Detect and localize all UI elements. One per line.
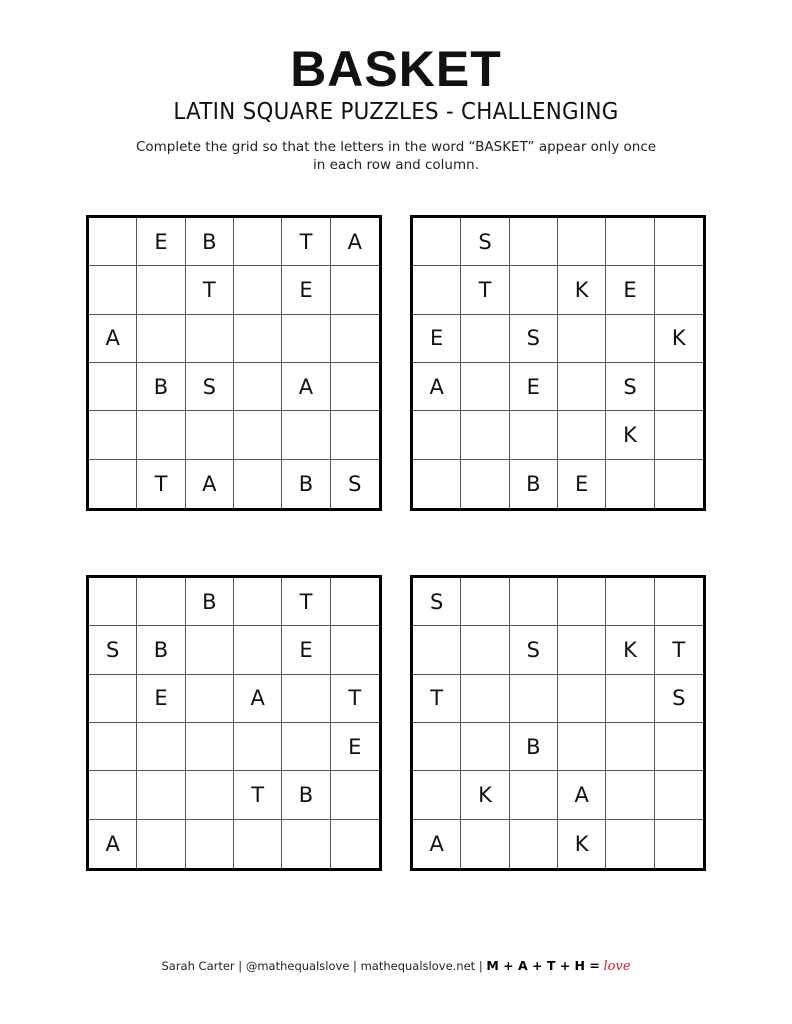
- puzzle-grid-1: [86, 215, 382, 511]
- empty-cell[interactable]: [89, 460, 137, 508]
- footer-brand: M + A + T + H =: [486, 958, 600, 973]
- empty-cell[interactable]: [137, 578, 185, 626]
- empty-cell[interactable]: [461, 675, 509, 723]
- given-cell: S: [510, 626, 558, 674]
- empty-cell[interactable]: [558, 411, 606, 459]
- empty-cell[interactable]: [655, 363, 703, 411]
- empty-cell[interactable]: [510, 578, 558, 626]
- empty-cell[interactable]: [606, 723, 654, 771]
- given-cell: K: [558, 820, 606, 868]
- given-cell: E: [137, 218, 185, 266]
- empty-cell[interactable]: [461, 460, 509, 508]
- empty-cell[interactable]: [510, 820, 558, 868]
- empty-cell[interactable]: [558, 723, 606, 771]
- puzzle-grid-2: [410, 215, 706, 511]
- empty-cell[interactable]: [606, 218, 654, 266]
- given-cell: B: [186, 218, 234, 266]
- empty-cell[interactable]: [558, 675, 606, 723]
- given-cell: A: [89, 315, 137, 363]
- given-cell: S: [186, 363, 234, 411]
- given-cell: E: [606, 266, 654, 314]
- empty-cell[interactable]: [655, 578, 703, 626]
- given-cell: B: [137, 626, 185, 674]
- empty-cell[interactable]: [137, 771, 185, 819]
- empty-cell[interactable]: [606, 771, 654, 819]
- empty-cell[interactable]: [606, 315, 654, 363]
- given-cell: S: [348, 471, 362, 496]
- empty-cell[interactable]: [655, 411, 703, 459]
- empty-cell[interactable]: [331, 578, 379, 626]
- empty-cell[interactable]: [655, 266, 703, 314]
- empty-cell[interactable]: [331, 363, 379, 411]
- empty-cell[interactable]: [413, 723, 461, 771]
- empty-cell[interactable]: [89, 218, 137, 266]
- instructions-line-1: Complete the grid so that the letters in the word “BASKET” appear only once: [135, 139, 657, 155]
- given-cell: S: [461, 218, 509, 266]
- empty-cell[interactable]: [186, 771, 234, 819]
- empty-cell[interactable]: [606, 460, 654, 508]
- given-cell: T: [234, 771, 282, 819]
- given-cell: A: [331, 218, 379, 266]
- empty-cell[interactable]: [413, 218, 461, 266]
- footer-separator: |: [234, 959, 246, 973]
- empty-cell[interactable]: [282, 820, 330, 868]
- given-cell: S: [606, 363, 654, 411]
- given-cell: B: [186, 578, 234, 626]
- given-cell: T: [137, 460, 185, 508]
- given-cell: E: [331, 723, 379, 771]
- given-cell: S: [510, 315, 558, 363]
- given-cell: K: [461, 771, 509, 819]
- footer-site: mathequalslove.net: [360, 959, 476, 973]
- empty-cell[interactable]: [655, 460, 703, 508]
- given-cell: S: [655, 675, 703, 723]
- empty-cell[interactable]: [89, 411, 137, 459]
- footer-separator: |: [475, 959, 487, 973]
- empty-cell[interactable]: [186, 626, 234, 674]
- empty-cell[interactable]: [89, 723, 137, 771]
- empty-cell[interactable]: [282, 723, 330, 771]
- empty-cell[interactable]: [655, 820, 703, 868]
- given-cell: T: [282, 578, 330, 626]
- empty-cell[interactable]: [655, 218, 703, 266]
- given-cell: K: [655, 315, 703, 363]
- empty-cell[interactable]: [461, 411, 509, 459]
- given-cell: S: [413, 578, 461, 626]
- given-cell: E: [558, 460, 606, 508]
- empty-cell[interactable]: [510, 675, 558, 723]
- empty-cell[interactable]: [606, 820, 654, 868]
- empty-cell[interactable]: [234, 218, 282, 266]
- empty-cell[interactable]: [461, 723, 509, 771]
- empty-cell[interactable]: [186, 820, 234, 868]
- given-cell: A: [558, 771, 606, 819]
- empty-cell[interactable]: [558, 578, 606, 626]
- empty-cell[interactable]: [331, 315, 379, 363]
- empty-cell[interactable]: [137, 723, 185, 771]
- empty-cell[interactable]: [234, 626, 282, 674]
- empty-cell[interactable]: [510, 771, 558, 819]
- empty-cell[interactable]: [558, 218, 606, 266]
- empty-cell[interactable]: [331, 411, 379, 459]
- empty-cell[interactable]: [461, 363, 509, 411]
- empty-cell[interactable]: [234, 578, 282, 626]
- empty-cell[interactable]: [655, 771, 703, 819]
- empty-cell[interactable]: [331, 820, 379, 868]
- empty-cell[interactable]: [413, 771, 461, 819]
- puzzle-grid-4: [410, 575, 706, 871]
- empty-cell[interactable]: [234, 411, 282, 459]
- empty-cell[interactable]: [234, 820, 282, 868]
- empty-cell[interactable]: [461, 626, 509, 674]
- footer-author: Sarah Carter: [161, 959, 235, 973]
- empty-cell[interactable]: [234, 723, 282, 771]
- given-cell: K: [558, 266, 606, 314]
- footer: [0, 958, 792, 974]
- given-cell: E: [282, 626, 330, 674]
- given-cell: T: [331, 675, 379, 723]
- given-cell: A: [413, 820, 461, 868]
- instructions: [0, 138, 792, 174]
- given-cell: B: [282, 460, 330, 508]
- given-cell: T: [655, 626, 703, 674]
- empty-cell[interactable]: [606, 578, 654, 626]
- empty-cell[interactable]: [558, 363, 606, 411]
- empty-cell[interactable]: [186, 411, 234, 459]
- empty-cell[interactable]: [282, 675, 330, 723]
- empty-cell[interactable]: [186, 723, 234, 771]
- puzzle-grid-3: [86, 575, 382, 871]
- empty-cell[interactable]: [510, 266, 558, 314]
- footer-handle: @mathequalslove: [245, 959, 350, 973]
- given-cell: B: [282, 771, 330, 819]
- empty-cell[interactable]: [89, 266, 137, 314]
- empty-cell[interactable]: [558, 315, 606, 363]
- given-cell: B: [510, 460, 558, 508]
- empty-cell[interactable]: [89, 771, 137, 819]
- empty-cell[interactable]: [510, 218, 558, 266]
- given-cell: T: [461, 266, 509, 314]
- given-cell: S: [89, 626, 137, 674]
- given-cell: E: [510, 363, 558, 411]
- empty-cell[interactable]: [413, 460, 461, 508]
- empty-cell[interactable]: [413, 266, 461, 314]
- empty-cell[interactable]: [461, 820, 509, 868]
- empty-cell[interactable]: [137, 411, 185, 459]
- empty-cell[interactable]: [234, 266, 282, 314]
- empty-cell[interactable]: [282, 411, 330, 459]
- page-subtitle: LATIN SQUARE PUZZLES - CHALLENGING: [173, 99, 619, 125]
- empty-cell[interactable]: [89, 578, 137, 626]
- footer-love-logo: love: [603, 959, 631, 974]
- empty-cell[interactable]: [282, 315, 330, 363]
- given-cell: A: [413, 363, 461, 411]
- given-cell: E: [137, 675, 185, 723]
- given-cell: E: [413, 315, 461, 363]
- page-title: BASKET: [290, 41, 502, 97]
- given-cell: E: [282, 266, 330, 314]
- empty-cell[interactable]: [234, 315, 282, 363]
- empty-cell[interactable]: [186, 675, 234, 723]
- empty-cell[interactable]: [461, 315, 509, 363]
- given-cell: B: [510, 723, 558, 771]
- empty-cell[interactable]: [137, 820, 185, 868]
- empty-cell[interactable]: [558, 626, 606, 674]
- instructions-line-2: in each row and column.: [313, 157, 479, 173]
- empty-cell[interactable]: [234, 460, 282, 508]
- given-cell: A: [89, 820, 137, 868]
- given-cell: T: [186, 266, 234, 314]
- empty-cell[interactable]: [655, 723, 703, 771]
- given-cell: K: [606, 626, 654, 674]
- empty-cell[interactable]: [137, 266, 185, 314]
- given-cell: A: [282, 363, 330, 411]
- empty-cell[interactable]: [186, 315, 234, 363]
- empty-cell[interactable]: [606, 675, 654, 723]
- empty-cell[interactable]: [331, 626, 379, 674]
- given-cell: T: [282, 218, 330, 266]
- given-cell: B: [137, 363, 185, 411]
- empty-cell[interactable]: [137, 315, 185, 363]
- empty-cell[interactable]: [89, 675, 137, 723]
- empty-cell[interactable]: [510, 411, 558, 459]
- given-cell: A: [234, 675, 282, 723]
- given-cell: A: [186, 460, 234, 508]
- given-cell: K: [606, 411, 654, 459]
- footer-separator: |: [349, 959, 361, 973]
- empty-cell[interactable]: [331, 266, 379, 314]
- empty-cell[interactable]: [413, 626, 461, 674]
- empty-cell[interactable]: [331, 771, 379, 819]
- empty-cell[interactable]: [413, 411, 461, 459]
- empty-cell[interactable]: [89, 363, 137, 411]
- given-cell: T: [413, 675, 461, 723]
- empty-cell[interactable]: [234, 363, 282, 411]
- empty-cell[interactable]: [461, 578, 509, 626]
